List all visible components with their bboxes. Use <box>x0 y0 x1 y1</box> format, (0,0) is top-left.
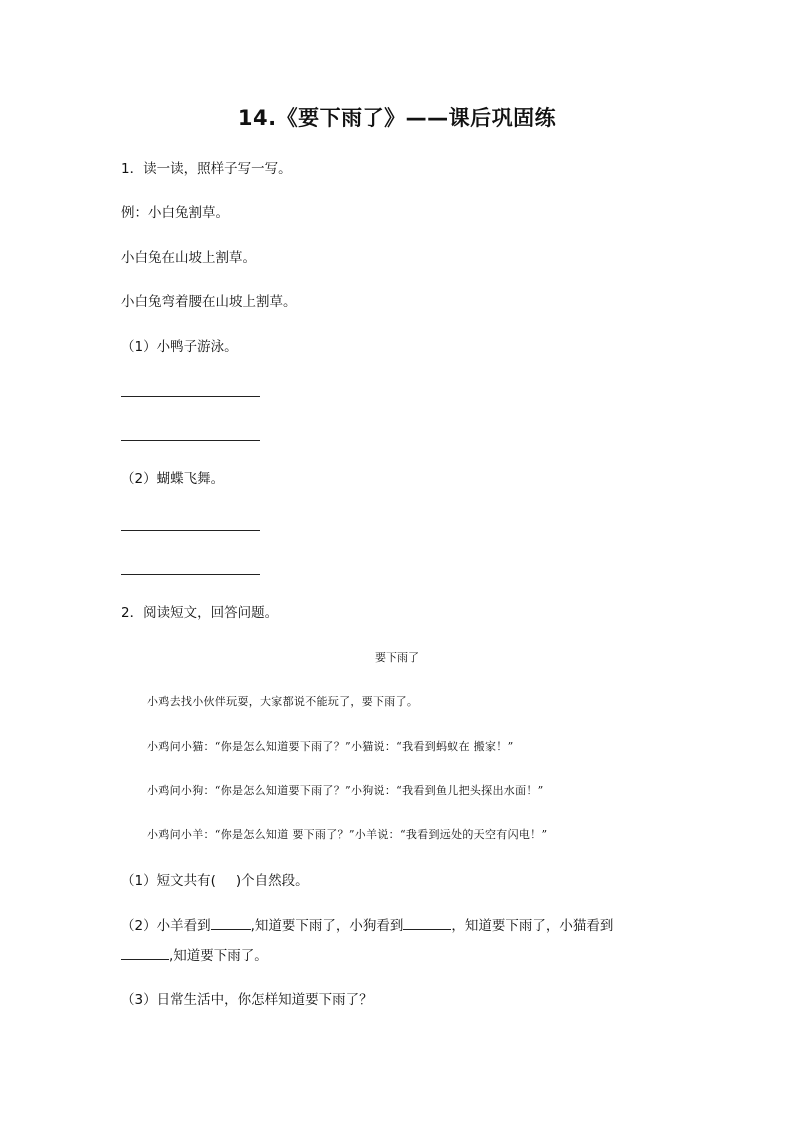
question-1-prompt: 1．读一读，照样子写一写。 <box>121 161 292 177</box>
answer-line[interactable] <box>121 530 260 531</box>
sub-2-text-b: ,知道要下雨了，小狗看到 <box>250 918 404 934</box>
page-title: 14.《要下雨了》——课后巩固练 <box>237 106 557 130</box>
fill-blank-sheep[interactable] <box>211 915 251 930</box>
question-2-sub-1 <box>121 871 309 891</box>
sub-2-text-d: ,知道要下雨了。 <box>169 948 268 964</box>
sub-1-text-a: （1）短文共有( <box>121 873 216 889</box>
fill-blank-dog[interactable] <box>403 915 451 930</box>
answer-line[interactable] <box>121 396 260 397</box>
answer-line[interactable] <box>121 574 260 575</box>
example-sentence: 例：小白兔割草。 <box>121 205 229 221</box>
question-2-prompt: 2．阅读短文，回答问题。 <box>121 605 279 621</box>
story-paragraph: 小鸡问小猫：“你是怎么知道要下雨了？”小猫说：“我看到蚂蚁在 搬家！” <box>147 740 514 753</box>
story-paragraph: 小鸡去找小伙伴玩耍，大家都说不能玩了，要下雨了。 <box>147 695 419 708</box>
question-1-item-2: （2）蝴蝶飞舞。 <box>121 471 225 487</box>
story-paragraph: 小鸡问小狗：“你是怎么知道要下雨了？”小狗说：“我看到鱼儿把头探出水面！” <box>147 784 544 797</box>
sub-2-text-a: （2）小羊看到 <box>121 918 211 934</box>
question-2-sub-3: （3）日常生活中，你怎样知道要下雨了？ <box>121 992 373 1008</box>
question-2-sub-2-continued <box>121 945 268 966</box>
example-sentence-3: 小白兔弯着腰在山坡上割草。 <box>121 294 297 310</box>
sub-1-text-b: )个自然段。 <box>235 873 309 889</box>
sub-2-text-c: ，知道要下雨了，小猫看到 <box>451 918 614 934</box>
answer-line[interactable] <box>121 440 260 441</box>
story-paragraph: 小鸡问小羊：“你是怎么知道 要下雨了？”小羊说：“我看到远处的天空有闪电！” <box>147 828 548 841</box>
story-title: 要下雨了 <box>375 651 419 664</box>
fill-blank-cat[interactable] <box>121 945 169 960</box>
question-1-item-1: （1）小鸭子游泳。 <box>121 339 238 355</box>
question-2-sub-2 <box>121 915 613 936</box>
example-sentence-2: 小白兔在山坡上割草。 <box>121 250 256 266</box>
